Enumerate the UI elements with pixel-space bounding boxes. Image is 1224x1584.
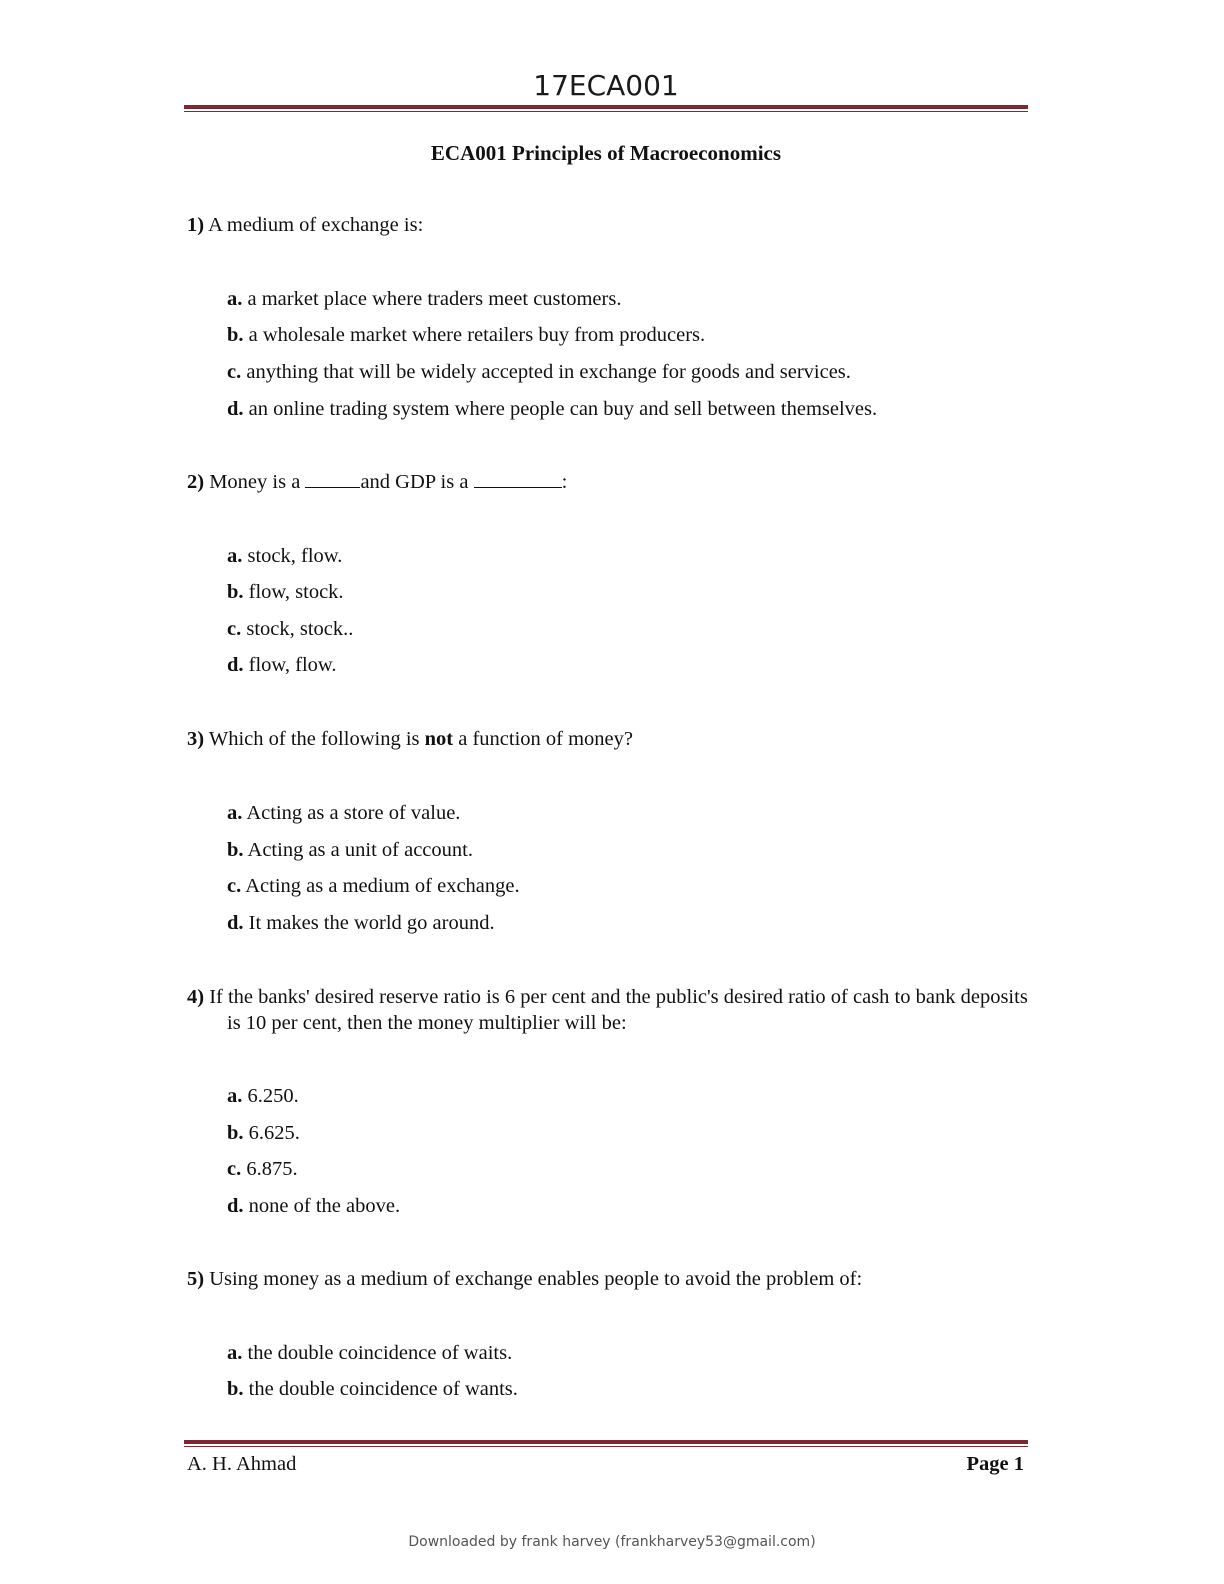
- option-2b: [227, 579, 1027, 605]
- option-text: an online trading system where people can buy and sell between themselves.: [248, 398, 878, 420]
- option-text: none of the above.: [248, 1195, 401, 1217]
- option-letter: c.: [227, 618, 242, 640]
- option-text: 6.250.: [247, 1085, 299, 1107]
- option-text: flow, flow.: [248, 654, 337, 676]
- option-2a: [227, 543, 1027, 569]
- option-letter: d.: [227, 912, 244, 934]
- question-number: 5): [187, 1268, 205, 1290]
- option-4b: [227, 1120, 1027, 1146]
- option-5b: [227, 1376, 1027, 1402]
- option-3a: [227, 800, 1027, 826]
- question-text: Which of the following is: [208, 728, 420, 750]
- footer-author: A. H. Ahmad: [187, 1453, 297, 1475]
- question-text: Using money as a medium of exchange enables people to avoid the problem of:: [209, 1268, 863, 1290]
- question-4: [187, 984, 1032, 1036]
- question-text: :: [561, 471, 568, 493]
- question-text: A medium of exchange is:: [208, 214, 424, 236]
- option-text: 6.625.: [248, 1122, 300, 1144]
- question-3: [187, 726, 1032, 752]
- option-3c: [227, 873, 1027, 899]
- question-1: [187, 212, 1032, 238]
- question-2: [187, 469, 1032, 495]
- option-text: anything that will be widely accepted in exchange for goods and services.: [246, 361, 851, 383]
- option-letter: b.: [227, 1122, 244, 1144]
- document-title: ECA001 Principles of Macroeconomics: [430, 141, 782, 165]
- download-note: Downloaded by frank harvey (frankharvey53@gmail.com): [408, 1534, 816, 1550]
- option-1c: [227, 359, 1027, 385]
- question-number: 1): [187, 214, 205, 236]
- option-1b: [227, 322, 1027, 348]
- question-text: and GDP is a: [360, 471, 469, 493]
- option-letter: a.: [227, 1342, 243, 1364]
- question-number: 2): [187, 471, 205, 493]
- option-letter: c.: [227, 361, 242, 383]
- option-letter: d.: [227, 1195, 244, 1217]
- option-4a: [227, 1083, 1027, 1109]
- option-3b: [227, 837, 1027, 863]
- option-text: It makes the world go around.: [248, 912, 495, 934]
- option-letter: c.: [227, 875, 242, 897]
- question-text: Money is a: [209, 471, 301, 493]
- option-text: the double coincidence of waits.: [247, 1342, 513, 1364]
- option-letter: b.: [227, 839, 244, 861]
- option-4c: [227, 1156, 1027, 1182]
- option-letter: b.: [227, 324, 244, 346]
- option-text: 6.875.: [246, 1158, 298, 1180]
- option-letter: d.: [227, 654, 244, 676]
- option-1a: [227, 286, 1027, 312]
- option-4d: [227, 1193, 1027, 1219]
- option-text: Acting as a unit of account.: [247, 839, 473, 861]
- option-text: the double coincidence of wants.: [248, 1378, 518, 1400]
- option-letter: c.: [227, 1158, 242, 1180]
- question-number: 3): [187, 728, 205, 750]
- option-letter: a.: [227, 288, 243, 310]
- option-text: a wholesale market where retailers buy from producers.: [248, 324, 706, 346]
- question-text: a function of money?: [458, 728, 633, 750]
- option-2c: [227, 616, 1027, 642]
- question-number: 4): [187, 986, 205, 1008]
- option-5a: [227, 1340, 1027, 1366]
- answer-blank: [474, 469, 562, 488]
- option-1d: [227, 396, 1027, 422]
- option-letter: d.: [227, 398, 244, 420]
- option-text: stock, flow.: [247, 545, 343, 567]
- answer-blank: [305, 469, 360, 488]
- footer-rule: [184, 1440, 1028, 1447]
- option-text: a market place where traders meet customers.: [247, 288, 622, 310]
- page-header-code: 17ECA001: [533, 69, 679, 102]
- question-emphasis: not: [424, 728, 454, 750]
- option-letter: a.: [227, 1085, 243, 1107]
- option-letter: b.: [227, 581, 244, 603]
- option-3d: [227, 910, 1027, 936]
- option-letter: b.: [227, 1378, 244, 1400]
- question-5: [187, 1266, 1032, 1292]
- page-number: Page 1: [966, 1453, 1024, 1475]
- option-letter: a.: [227, 545, 243, 567]
- question-text: If the banks' desired reserve ratio is 6 per cent and the public's desired ratio of cash to bank deposits is 10 per cent, then the money multiplier will be:: [209, 986, 1028, 1034]
- header-rule: [184, 105, 1028, 112]
- option-2d: [227, 652, 1027, 678]
- option-text: stock, stock..: [246, 618, 354, 640]
- option-text: Acting as a store of value.: [246, 802, 461, 824]
- option-text: Acting as a medium of exchange.: [245, 875, 520, 897]
- option-text: flow, stock.: [248, 581, 344, 603]
- option-letter: a.: [227, 802, 243, 824]
